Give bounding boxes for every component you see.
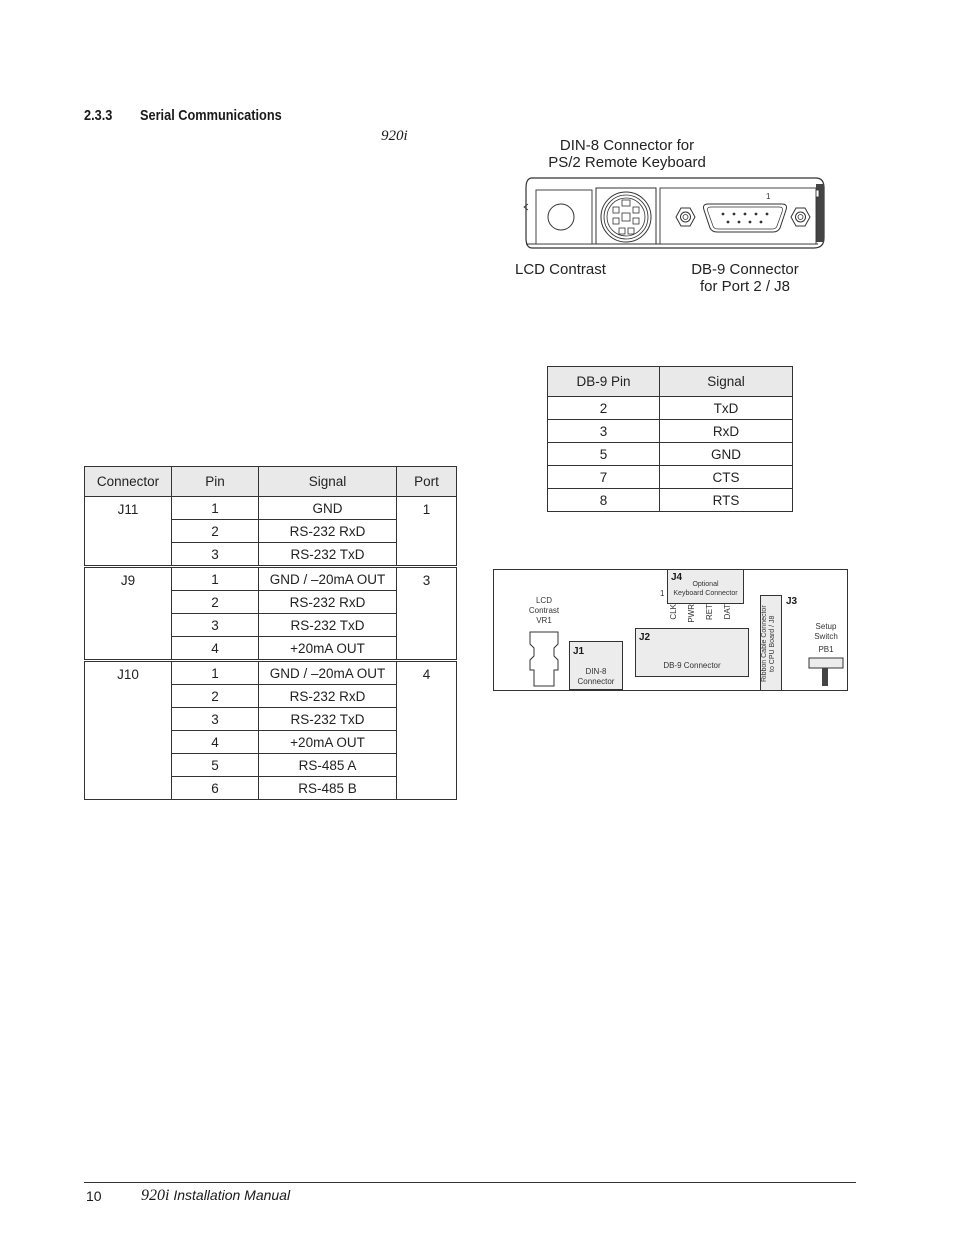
pin-label-clk: CLK [669, 604, 678, 620]
db9-pin-cell: 3 [548, 420, 660, 443]
board-layout-diagram [493, 569, 848, 691]
pin-cell: 3 [172, 614, 259, 637]
pin-cell: 4 [172, 731, 259, 754]
pin-label-dat: DAT [723, 604, 732, 620]
pin-cell: 3 [172, 708, 259, 731]
pb1-label: PB1 [818, 645, 834, 654]
pin-cell: 2 [172, 520, 259, 543]
table-row [548, 466, 793, 489]
pin-cell: 1 [172, 497, 259, 520]
db9-pin-cell: 5 [548, 443, 660, 466]
connector-cell: J10 [85, 661, 172, 800]
j1-din8-block [569, 641, 623, 690]
page-number: 10 [86, 1188, 102, 1204]
header-port: Port [397, 467, 457, 497]
vr1-potentiometer-icon [524, 630, 564, 690]
db9-pin1-marker: 1 [766, 192, 771, 201]
ribbon-desc-line1: Ribbon Cable Connector [761, 605, 768, 683]
table-row [548, 489, 793, 512]
vr1-label: VR1 [536, 616, 552, 625]
j2-desc: DB-9 Connector [663, 661, 721, 670]
j1-desc-line2: Connector [577, 677, 615, 686]
footer-title [141, 1187, 290, 1205]
footer-model: 920i [141, 1187, 170, 1204]
j4-desc-line1: Optional [692, 581, 719, 588]
pin-cell: 4 [172, 637, 259, 661]
pin-cell: 2 [172, 591, 259, 614]
port-cell: 4 [397, 661, 457, 800]
db9-signal-cell: GND [660, 443, 793, 466]
section-number: 2.3.3 [84, 107, 113, 124]
signal-cell: GND / –20mA OUT [259, 661, 397, 685]
signal-cell: RS-232 TxD [259, 708, 397, 731]
table-row [85, 497, 457, 520]
db9-header-signal: Signal [660, 367, 793, 397]
port-cell: 3 [397, 567, 457, 661]
lcd-label-line2: Contrast [528, 606, 560, 615]
db9-caption [670, 261, 820, 295]
pin-cell: 5 [172, 754, 259, 777]
db9-signal-cell: TxD [660, 397, 793, 420]
db9-pin-cell: 7 [548, 466, 660, 489]
header-connector: Connector [85, 467, 172, 497]
db9-pin-cell: 2 [548, 397, 660, 420]
db9-pin-cell: 8 [548, 489, 660, 512]
ribbon-desc [761, 602, 781, 686]
signal-cell: RS-485 B [259, 777, 397, 800]
db9-header-pin: DB-9 Pin [548, 367, 660, 397]
j2-db9-block [635, 628, 749, 677]
signal-cell: +20mA OUT [259, 637, 397, 661]
db9-caption-line2: for Port 2 / J8 [699, 278, 791, 295]
lcd-label-line1: LCD [535, 596, 552, 605]
section-title: Serial Communications [140, 107, 282, 124]
din8-caption [527, 137, 727, 171]
lcd-label [524, 596, 564, 626]
din8-caption-line1: DIN-8 Connector for [559, 137, 695, 154]
j4-desc [668, 580, 743, 598]
table-row [85, 661, 457, 685]
table-row [548, 420, 793, 443]
pin-cell: 2 [172, 685, 259, 708]
connector-panel-figure [518, 176, 830, 254]
footer-manual-title: Installation Manual [173, 1187, 291, 1203]
port-cell: 1 [397, 497, 457, 567]
j1-desc-line1: DIN-8 [585, 667, 607, 676]
signal-cell: RS-232 RxD [259, 520, 397, 543]
serial-ports-table [84, 466, 457, 800]
signal-cell: RS-232 RxD [259, 591, 397, 614]
ribbon-desc-line2: to CPU Board / J8 [769, 615, 776, 673]
header-pin: Pin [172, 467, 259, 497]
signal-cell: +20mA OUT [259, 731, 397, 754]
setup-label-line2: Switch [814, 632, 838, 641]
signal-cell: RS-485 A [259, 754, 397, 777]
table-row [85, 567, 457, 591]
pin-label-ret: RET [705, 604, 714, 620]
db9-caption-line1: DB-9 Connector [691, 261, 799, 278]
j4-pin1-label: 1 [660, 589, 665, 598]
j3-label: J3 [786, 596, 798, 607]
db9-signal-cell: CTS [660, 466, 793, 489]
pin-label-pwr: PWR [687, 604, 696, 623]
connector-cell: J11 [85, 497, 172, 567]
model-label: 920i [381, 128, 408, 144]
j4-pin-labels [669, 604, 749, 628]
signal-cell: GND [259, 497, 397, 520]
pin-cell: 1 [172, 661, 259, 685]
j3-ribbon-block [760, 595, 782, 691]
db9-signal-cell: RxD [660, 420, 793, 443]
din8-caption-line2: PS/2 Remote Keyboard [548, 154, 706, 171]
footer-rule [84, 1182, 856, 1183]
signal-cell: GND / –20mA OUT [259, 567, 397, 591]
j2-label: J2 [639, 632, 651, 643]
header-signal: Signal [259, 467, 397, 497]
setup-switch-icon [807, 656, 845, 688]
connector-cell: J9 [85, 567, 172, 661]
signal-cell: RS-232 TxD [259, 543, 397, 567]
table-row [548, 443, 793, 466]
setup-switch-label [806, 622, 846, 655]
table-row [548, 397, 793, 420]
j4-desc-line2: Keyboard Connector [673, 590, 738, 597]
pin-cell: 6 [172, 777, 259, 800]
pin-cell: 1 [172, 567, 259, 591]
j1-label: J1 [573, 646, 585, 657]
j4-keyboard-block [667, 569, 744, 604]
lcd-contrast-caption: LCD Contrast [515, 261, 606, 278]
db9-signal-cell: RTS [660, 489, 793, 512]
db9-pinout-table [547, 366, 793, 512]
signal-cell: RS-232 TxD [259, 614, 397, 637]
setup-label-line1: Setup [815, 622, 837, 631]
pin-cell: 3 [172, 543, 259, 567]
j1-desc [570, 667, 622, 687]
j4-label: J4 [671, 572, 683, 583]
signal-cell: RS-232 RxD [259, 685, 397, 708]
